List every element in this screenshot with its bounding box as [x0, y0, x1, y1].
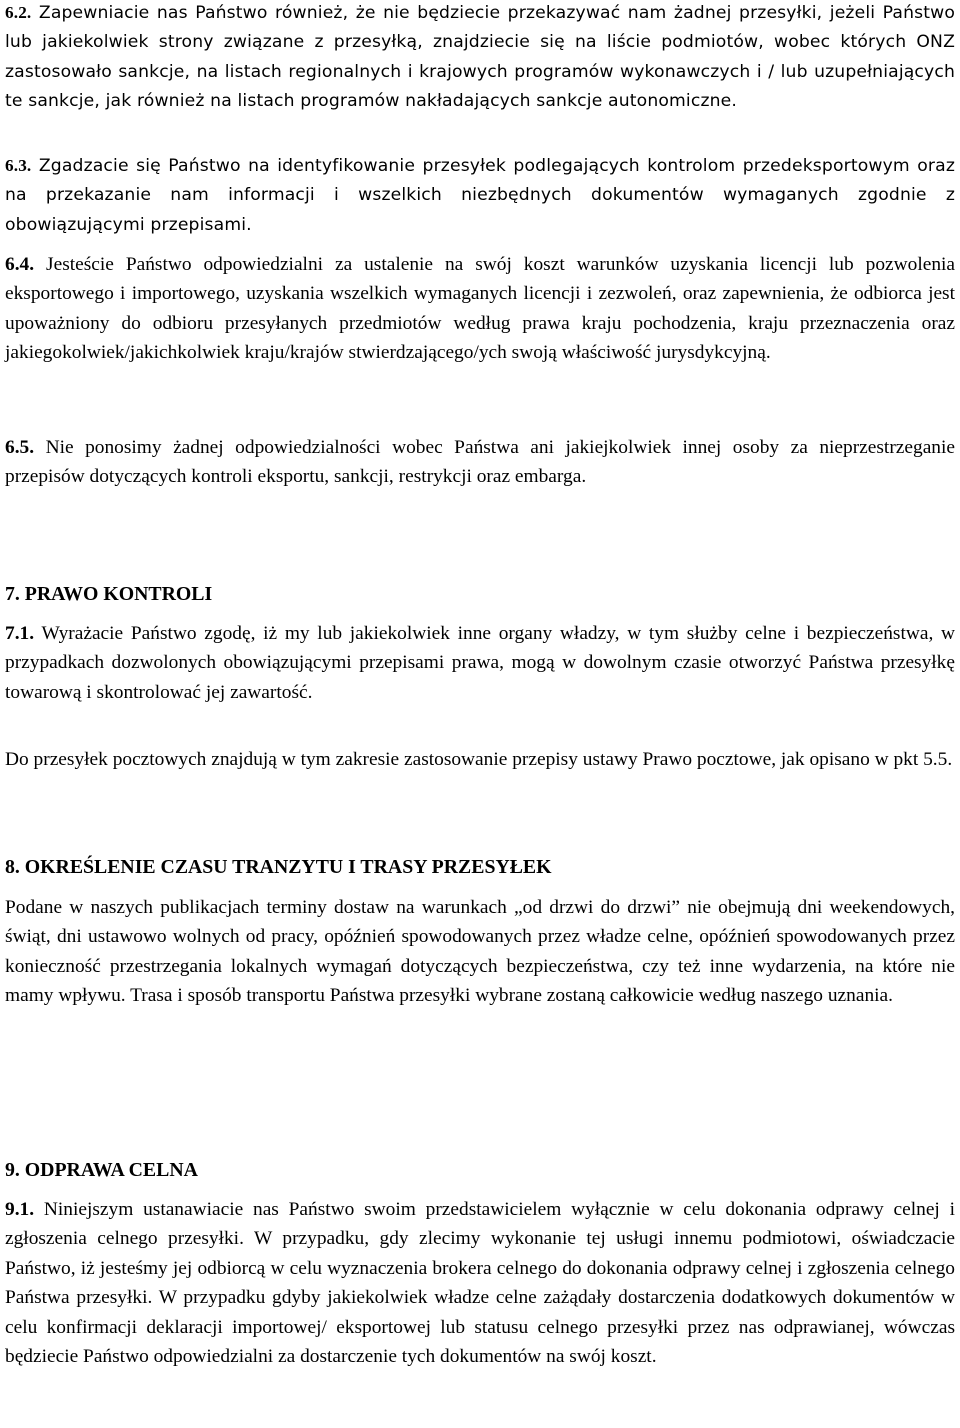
paragraph-text: Nie ponosimy żadnej odpowiedzialności wobec Państwa ani jakiejkolwiek innej osoby za nieprzestrzeganie przepisów dotyczących kontroli eksportu, sankcji, restrykcji oraz embarga. — [5, 437, 955, 488]
paragraph-number: 6.2. — [5, 3, 32, 22]
paragraph-number: 6.4. — [5, 254, 35, 275]
paragraph-6-3 — [5, 151, 955, 240]
paragraph-number: 9.1. — [5, 1199, 35, 1220]
paragraph-text: Wyrażacie Państwo zgodę, iż my lub jakiekolwiek inne organy władzy, w tym służby celne i bezpieczeństwa, w przypadkach dozwolonych obowiązującymi przepisami prawa, mogą w dowolnym czasie otworzyć Państwa przesyłkę towarową i skontrolować jej zawartość. — [5, 623, 956, 703]
paragraph-text: Zapewniacie nas Państwo również, że nie będziecie przekazywać nam żadnej przesyłki, jeżeli Państwo lub jakiekolwiek strony związane z przesyłką, znajdziecie się na liście podmiotów, wobec których ONZ zastosowało sankcje, na listach regionalnych i krajowych programów wykonawczych i / lub uzupełniających te sankcje, jak również na listach programów nakładających sankcje autonomiczne. — [5, 3, 955, 112]
paragraph-7-1-postal — [5, 745, 955, 774]
paragraph-text: Zgadzacie się Państwo na identyfikowanie przesyłek podlegających kontrolom przedeksportowym oraz na przekazanie nam informacji i wszelkich niezbędnych dokumentów wymaganych zgodnie z obowiązującymi przepisami. — [5, 156, 955, 235]
paragraph-number: 7.1. — [5, 623, 35, 644]
paragraph-text: Niniejszym ustanawiacie nas Państwo swoim przedstawicielem wyłącznie w celu dokonania odprawy celnej i zgłoszenia celnego przesyłki. W przypadku, gdy zlecimy wykonanie tej usługi innemu podmiotowi, oświadczacie Państwo, iż jesteśmy jej odbiorcą w celu wyznaczenia brokera celnego do dokonania odprawy celnej i zgłoszenia celnego Państwa przesyłki. W przypadku gdyby jakiekolwiek władze celne zażądały dostarczenia dodatkowych dokumentów w celu konfirmacji deklaracji importowej/ eksportowej lub statusu celnego przesyłki przez nas odprawianej, wówczas będziecie Państwo odpowiedzialni za dostarczenie tych dokumentów na swój koszt. — [5, 1199, 955, 1368]
paragraph-text: Podane w naszych publikacjach terminy dostaw na warunkach „od drzwi do drzwi” nie obejmują dni weekendowych, świąt, dni ustawowo wolnych od pracy, opóźnień spowodowanych przez władze celne, opóźnień spowodowanych przez konieczność przestrzegania lokalnych wymagań dotyczących bezpieczeństwa, czy też inne wydarzenia, na które nie mamy wpływu. Trasa i sposób transportu Państwa przesyłki wybrane zostaną całkowicie według naszego uznania. — [5, 897, 955, 1007]
paragraph-6-4 — [5, 250, 955, 368]
section-heading-9: 9. ODPRAWA CELNA — [5, 1159, 198, 1181]
paragraph-6-5 — [5, 433, 955, 492]
paragraph-9-1 — [5, 1195, 955, 1371]
paragraph-number: 6.5. — [5, 437, 35, 458]
section-heading-7: 7. PRAWO KONTROLI — [5, 583, 213, 605]
paragraph-6-2 — [5, 0, 955, 117]
section-heading-8: 8. OKREŚLENIE CZASU TRANZYTU I TRASY PRZESYŁEK — [5, 856, 552, 878]
paragraph-8 — [5, 893, 955, 1011]
paragraph-text: Do przesyłek pocztowych znajdują w tym zakresie zastosowanie przepisy ustawy Prawo pocztowe, jak opisano w pkt 5.5. — [5, 749, 953, 770]
paragraph-text: Jesteście Państwo odpowiedzialni za ustalenie na swój koszt warunków uzyskania licencji lub pozwolenia eksportowego i importowego, uzyskania wszelkich wymaganych licencji i zezwoleń, oraz zapewnienia, że odbiorca jest upoważniony do odbioru przesyłanych przedmiotów według prawa kraju pochodzenia, kraju przeznaczenia oraz jakiegokolwiek/jakichkolwiek kraju/krajów stwierdzającego/ych swoją właściwość jurysdykcyjną. — [5, 254, 956, 364]
paragraph-number: 6.3. — [5, 156, 32, 175]
paragraph-7-1 — [5, 619, 955, 707]
